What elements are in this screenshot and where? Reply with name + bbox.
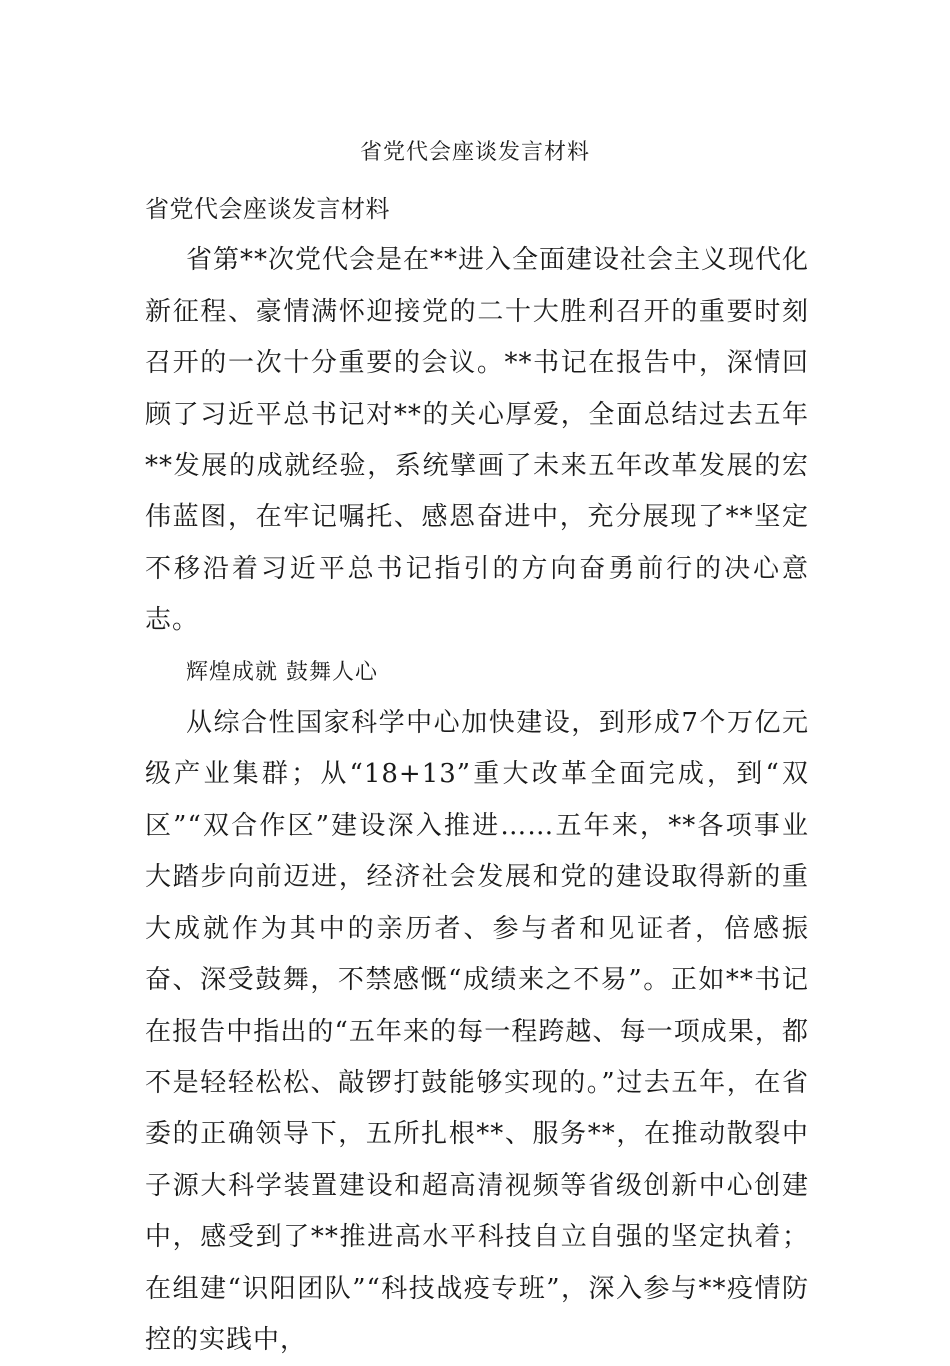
paragraph-achievements: 从综合性国家科学中心加快建设，到形成7个万亿元级产业集群；从“18+13”重大改革全面完成，到“双区”“双合作区”建设深入推进……五年来，**各项事业大踏步向前迈进，经济社会发展和党的建设取得新的重大成就作为其中的亲历者、参与者和见证者，倍感振奋、深受鼓舞，不禁感慨“成绩来之不易”。正如**书记在报告中指出的“五年来的每一程跨越、每一项成果，都不是轻轻松松、敲锣打鼓能够实现的。”过去五年，在省委的正确领导下，五所扎根**、服务**，在推动散裂中子源大科学装置建设和超高清视频等省级创新中心创建中，感受到了**推进高水平科技自立自强的坚定执着；在组建“识阳团队”“科技战疫专班”，深入参与**疫情防控的实践中， bbox=[145, 708, 809, 1355]
document-body bbox=[145, 184, 809, 1366]
section-heading: 辉煌成就 鼓舞人心 bbox=[186, 659, 378, 685]
document-subtitle: 省党代会座谈发言材料 bbox=[145, 195, 390, 223]
paragraph-intro: 省第**次党代会是在**进入全面建设社会主义现代化新征程、豪情满怀迎接党的二十大胜利召开的重要时刻召开的一次十分重要的会议。**书记在报告中，深情回顾了习近平总书记对**的关心厚爱，全面总结过去五年**发展的成就经验，系统擘画了未来五年改革发展的宏伟蓝图，在牢记嘱托、感恩奋进中，充分展现了**坚定不移沿着习近平总书记指引的方向奋勇前行的决心意志。 bbox=[145, 245, 810, 636]
document-title: 省党代会座谈发言材料 bbox=[359, 140, 590, 165]
